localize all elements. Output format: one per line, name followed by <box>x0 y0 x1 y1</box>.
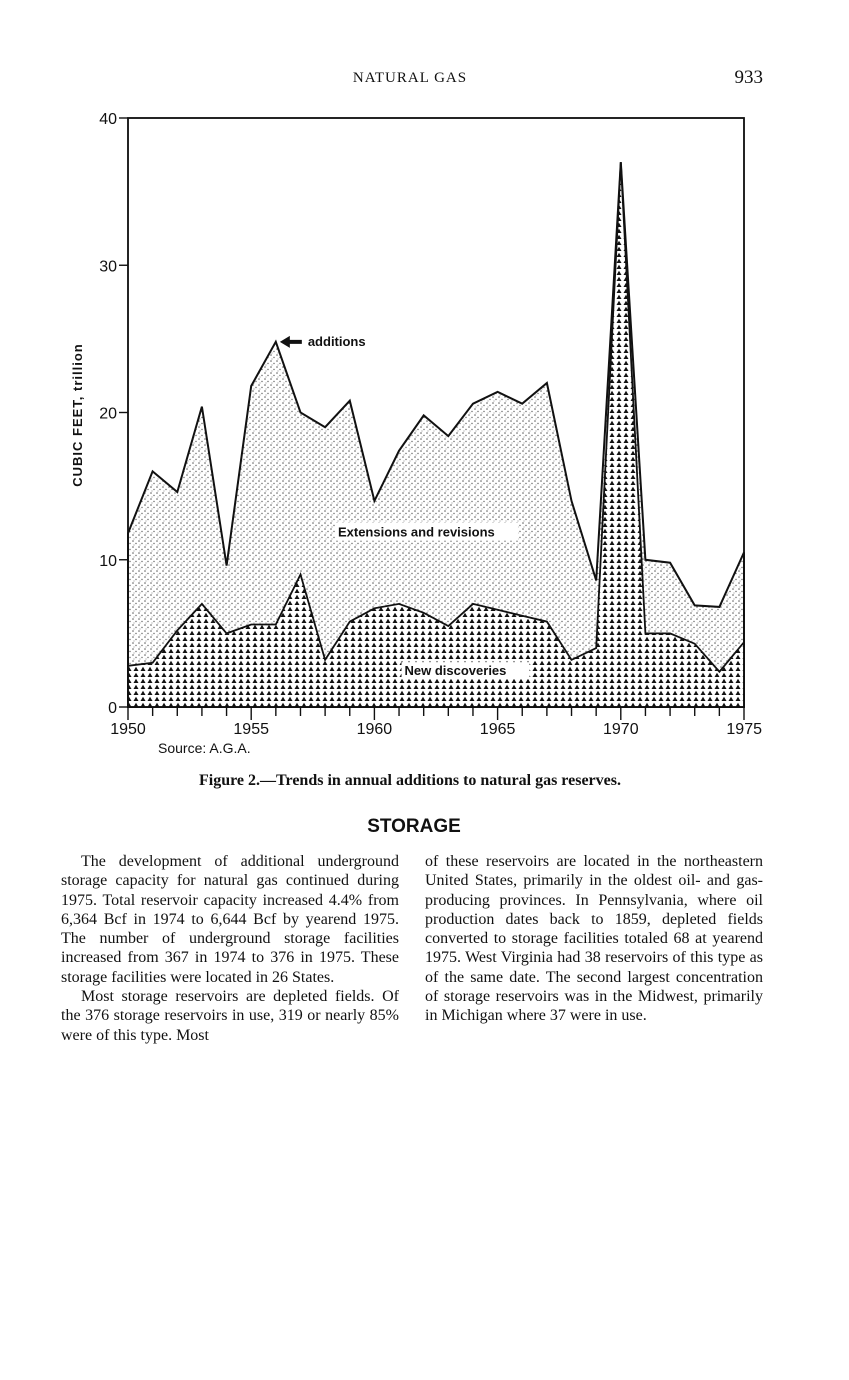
y-axis-label: CUBIC FEET, trillion <box>70 343 85 487</box>
paragraph: Most storage reservoirs are depleted fields. Of the 376 storage reservoirs in use, 319 or nearly 85% were of this type. Most <box>61 988 399 1044</box>
body-column-left <box>61 852 399 1045</box>
y-tick-label: 30 <box>99 258 117 276</box>
annotation-extensions-revisions: Extensions and revisions <box>337 524 495 540</box>
x-tick-label: 1955 <box>233 721 269 738</box>
y-tick-label: 0 <box>108 700 117 717</box>
y-tick-label: 40 <box>99 111 117 128</box>
annotation-additions: additions <box>307 333 366 349</box>
x-tick-label: 1960 <box>356 721 393 738</box>
annotation-new-discoveries: New discoveries <box>404 663 507 679</box>
body-column-right <box>425 852 763 1026</box>
figure-caption: Figure 2.—Trends in annual additions to natural gas reserves. <box>199 772 621 789</box>
x-tick-label: 1975 <box>726 721 762 738</box>
section-title: STORAGE <box>367 816 461 837</box>
source-note: Source: A.G.A. <box>158 740 251 756</box>
y-tick-label: 10 <box>99 552 117 570</box>
paragraph: of these reservoirs are located in the northeastern United States, primarily in the oldest oil- and gas-producing provinces. In Pennsylvania, where oil production dates back to 1859, depleted fields converted to storage facilities totaled 68 at yearend 1975. West Virginia had 38 reservoirs of this type as of the same date. The second largest concentration of storage reservoirs was in the Midwest, primarily in Michigan where 37 were in use. <box>425 853 763 1025</box>
paragraph: The development of additional underground storage capacity for natural gas continued during 1975. Total reservoir capacity increased 4.4% from 6,364 Bcf in 1974 to 6,644 Bcf by yearend 1975. The number of underground storage facilities increased from 367 in 1974 to 376 in 1975. These storage facilities were located in 26 States. <box>61 853 399 986</box>
x-tick-label: 1970 <box>603 721 639 738</box>
running-header-title: NATURAL GAS <box>352 70 468 86</box>
x-tick-label: 1965 <box>479 721 516 738</box>
y-tick-label: 20 <box>99 405 117 423</box>
x-tick-label: 1950 <box>110 721 146 738</box>
page-number: 933 <box>734 67 763 88</box>
